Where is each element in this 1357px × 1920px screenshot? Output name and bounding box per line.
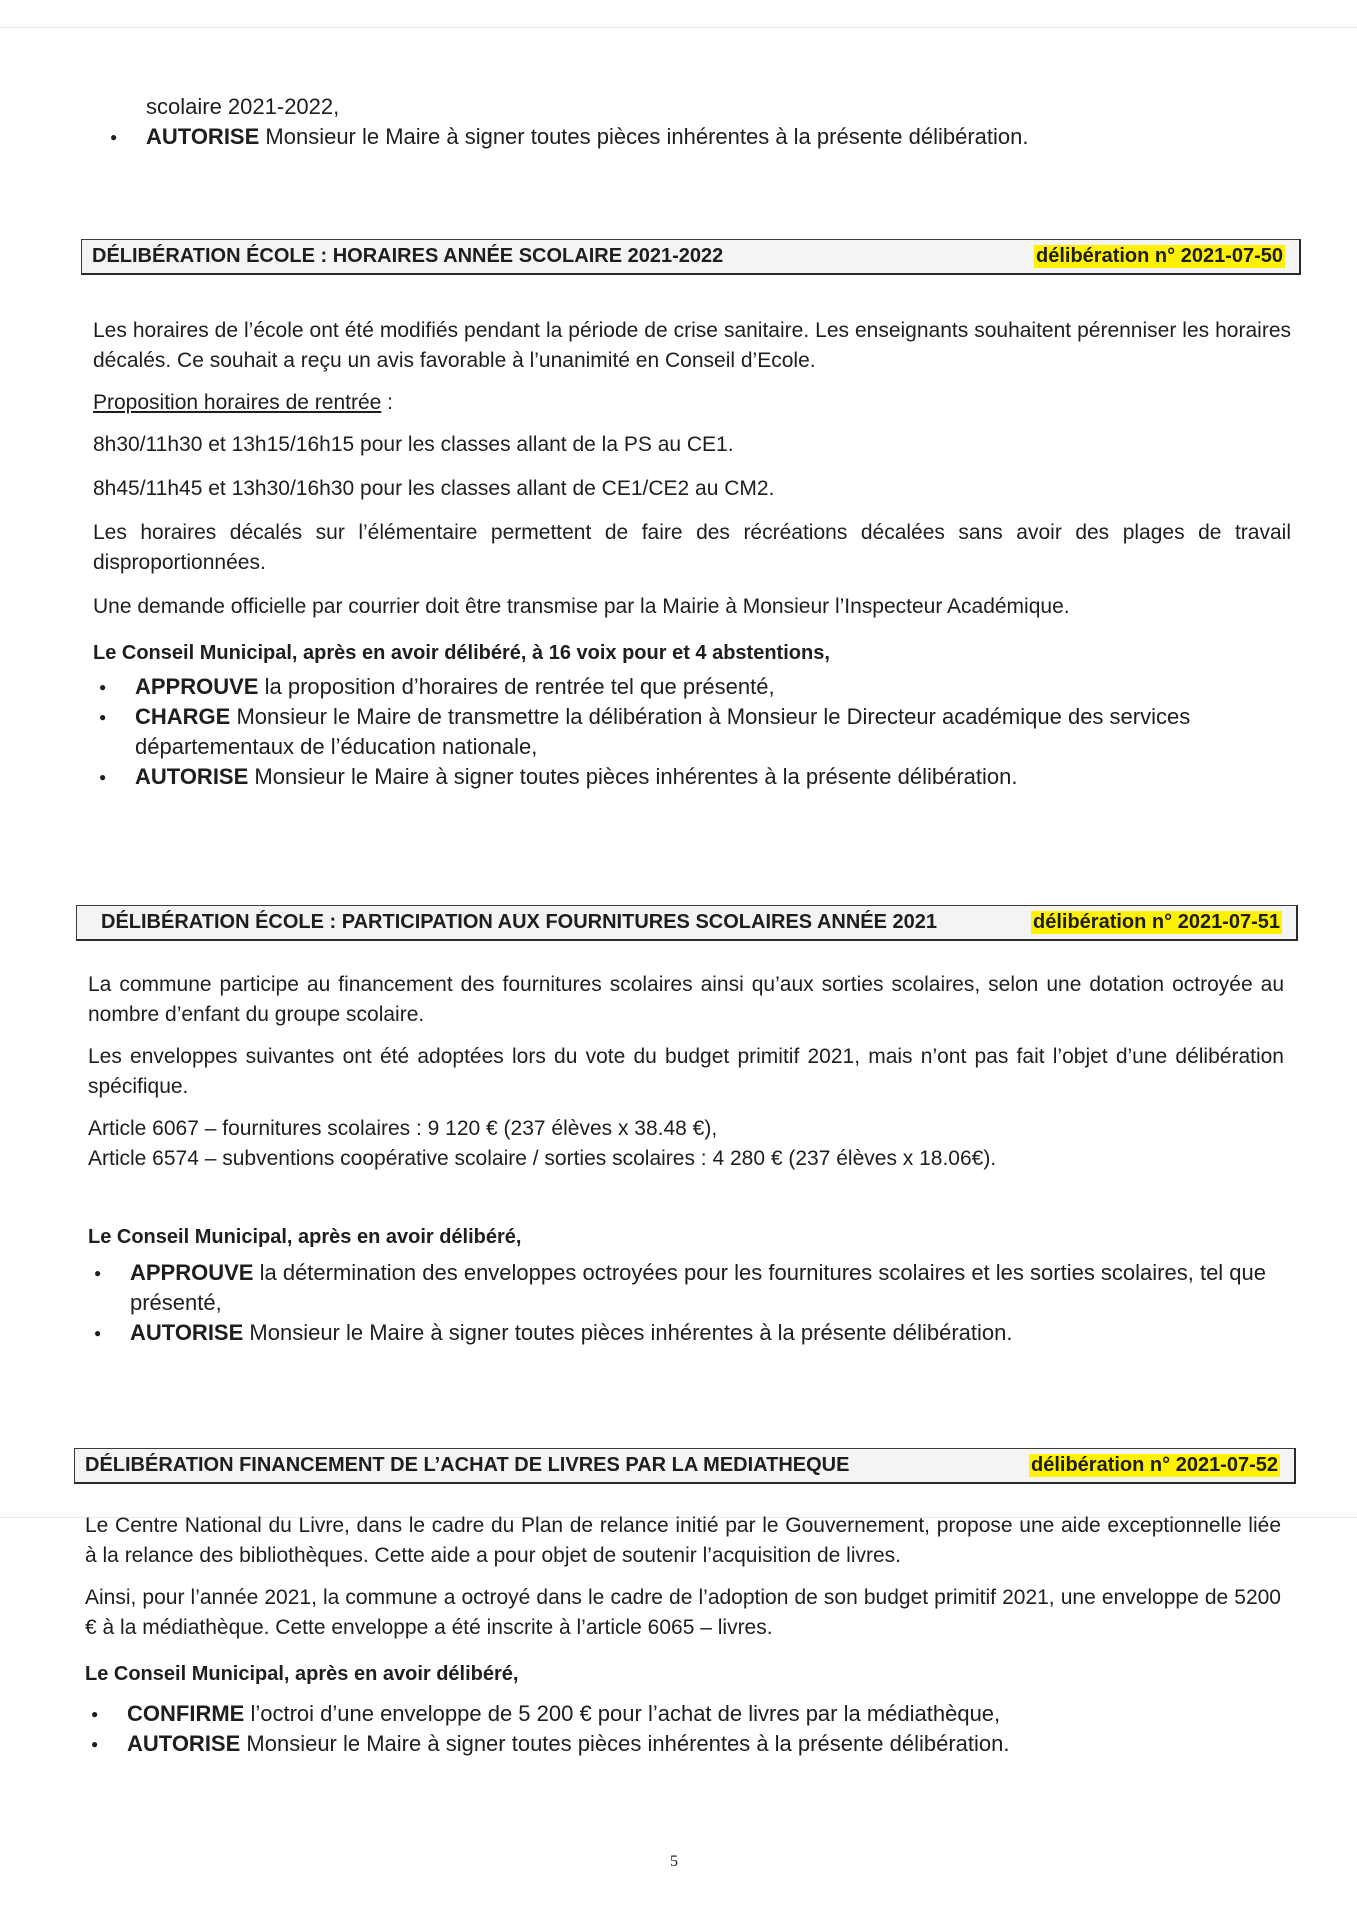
deliberation-number: délibération n° 2021-07-50 [1036, 245, 1283, 267]
bullet-text: la proposition d’horaires de rentrée tel que présenté, [258, 674, 775, 699]
section-body [93, 316, 1291, 792]
proposal-heading [93, 388, 1291, 418]
deliberation-number: délibération n° 2021-07-52 [1031, 1454, 1278, 1476]
section-body [88, 970, 1284, 1348]
intro-block [104, 92, 1284, 152]
bullet-text: la détermination des enveloppes octroyées pour les fournitures scolaires et les sorties scolaires, tel que présenté, [130, 1260, 1267, 1315]
paragraph: Les horaires de l’école ont été modifiés pendant la période de crise sanitaire. Les enseignants souhaitent pérenniser les horaires décalés. Ce souhait a reçu un avis favorable à l’unanimité en Conseil d’Ecole. [93, 319, 1291, 372]
bullet-text: Monsieur le Maire de transmettre la délibération à Monsieur le Directeur académique des services départementaux de l’éducation nationale, [135, 704, 1191, 759]
bullet-text: Monsieur le Maire à signer toutes pièces inhérentes à la présente délibération. [248, 764, 1018, 789]
vote-statement: Le Conseil Municipal, après en avoir délibéré, [85, 1663, 519, 1685]
paragraph: 8h30/11h30 et 13h15/16h15 pour les classes allant de la PS au CE1. [93, 433, 734, 456]
bullet-keyword: AUTORISE [127, 1731, 241, 1756]
bullet-text: Monsieur le Maire à signer toutes pièces inhérentes à la présente délibération. [259, 124, 1029, 149]
section-body [85, 1511, 1281, 1759]
page-number: 5 [670, 1853, 678, 1870]
paragraph: 8h45/11h45 et 13h30/16h30 pour les classes allant de CE1/CE2 au CM2. [93, 477, 775, 500]
proposal-label: Proposition horaires de rentrée [93, 391, 382, 414]
vote-statement: Le Conseil Municipal, après en avoir délibéré, [88, 1226, 522, 1248]
article-line: Article 6067 – fournitures scolaires : 9 120 € (237 élèves x 38.48 €), [88, 1117, 718, 1140]
decision-list [93, 672, 1291, 792]
bullet-keyword: CHARGE [135, 704, 231, 729]
bullet-text: Monsieur le Maire à signer toutes pièces inhérentes à la présente délibération. [243, 1320, 1013, 1345]
section-title: DÉLIBÉRATION FINANCEMENT DE L’ACHAT DE LIVRES PAR LA MEDIATHEQUE [85, 1454, 850, 1476]
paragraph: Ainsi, pour l’année 2021, la commune a octroyé dans le cadre de l’adoption de son budget primitif 2021, une enveloppe de 5200 € à la médiathèque. Cette enveloppe a été inscrite à l’article 6065 – livres. [85, 1586, 1281, 1639]
list-item [85, 1729, 1281, 1759]
paragraph: La commune participe au financement des fournitures scolaires ainsi qu’aux sorties scolaires, selon une dotation octroyée au nombre d’enfant du groupe scolaire. [88, 973, 1284, 1026]
list-item [85, 1699, 1281, 1729]
list-item [104, 122, 1284, 152]
top-divider [0, 27, 1357, 28]
vote-statement: Le Conseil Municipal, après en avoir délibéré, à 16 voix pour et 4 abstentions, [93, 642, 830, 664]
paragraph: Le Centre National du Livre, dans le cadre du Plan de relance initié par le Gouvernement, propose une aide exceptionnelle liée à la relance des bibliothèques. Cette aide a pour objet de soutenir l’acquisition de livres. [85, 1514, 1281, 1567]
decision-list [88, 1258, 1284, 1348]
bullet-keyword: CONFIRME [127, 1701, 245, 1726]
section-header [74, 1448, 1296, 1484]
intro-bullets [104, 122, 1284, 152]
intro-line: scolaire 2021-2022, [146, 94, 340, 119]
bullet-keyword: AUTORISE [130, 1320, 244, 1345]
list-item [88, 1318, 1284, 1348]
paragraph: Les horaires décalés sur l’élémentaire permettent de faire des récréations décalées sans avoir des plages de travail disproportionnées. [93, 521, 1291, 574]
section-title: DÉLIBÉRATION ÉCOLE : PARTICIPATION AUX FOURNITURES SCOLAIRES ANNÉE 2021 [101, 911, 937, 933]
bullet-keyword: APPROUVE [130, 1260, 254, 1285]
bullet-keyword: AUTORISE [146, 124, 260, 149]
bullet-text: Monsieur le Maire à signer toutes pièces inhérentes à la présente délibération. [240, 1731, 1010, 1756]
bullet-keyword: APPROUVE [135, 674, 259, 699]
article-line: Article 6574 – subventions coopérative scolaire / sorties scolaires : 4 280 € (237 élèves x 18.06€). [88, 1147, 997, 1170]
bullet-keyword: AUTORISE [135, 764, 249, 789]
section-header [81, 239, 1301, 275]
bullet-text: l’octroi d’une enveloppe de 5 200 € pour l’achat de livres par la médiathèque, [244, 1701, 1001, 1726]
section-title: DÉLIBÉRATION ÉCOLE : HORAIRES ANNÉE SCOLAIRE 2021-2022 [92, 245, 724, 267]
decision-list [85, 1699, 1281, 1759]
list-item [88, 1258, 1284, 1318]
paragraph: Une demande officielle par courrier doit être transmise par la Mairie à Monsieur l’Inspecteur Académique. [93, 595, 1070, 618]
proposal-suffix: : [381, 391, 394, 414]
list-item [93, 702, 1291, 762]
list-item [93, 672, 1291, 702]
list-item [93, 762, 1291, 792]
section-header [76, 905, 1298, 941]
paragraph: Les enveloppes suivantes ont été adoptées lors du vote du budget primitif 2021, mais n’ont pas fait l’objet d’une délibération spécifique. [88, 1045, 1284, 1098]
deliberation-number: délibération n° 2021-07-51 [1033, 911, 1280, 933]
